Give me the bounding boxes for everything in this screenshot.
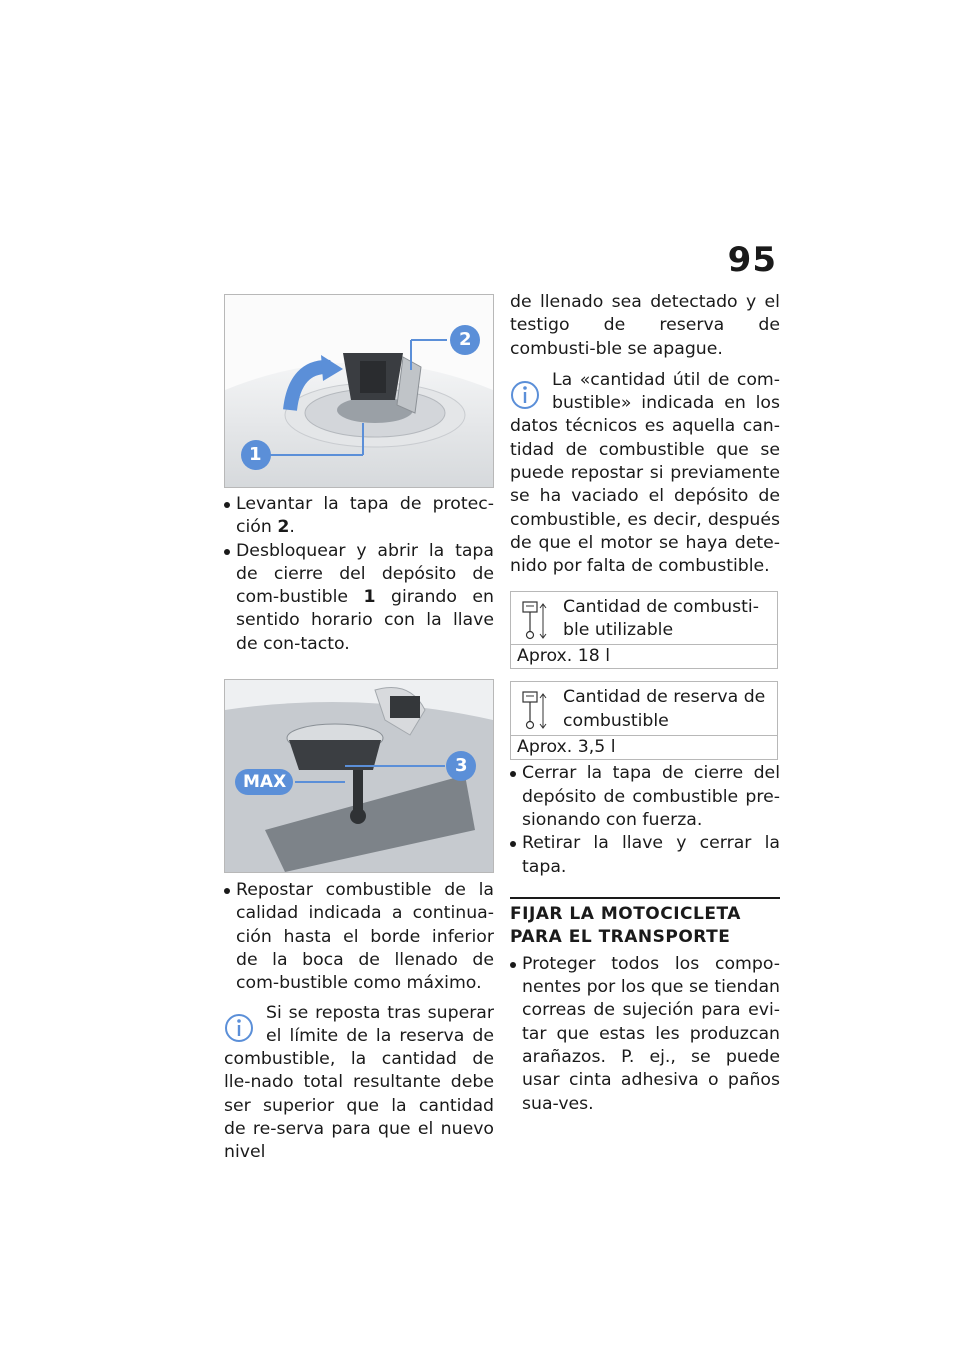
step-unlock-cap: Desbloquear y abrir la tapa de cierre del depósito de com-bustible 1 girando en sentido horario con la llave de con-tacto.: [224, 540, 494, 656]
spec-label-reserve: Cantidad de reserva de combustible: [563, 687, 766, 731]
fuel-cap-figure: [224, 294, 494, 488]
info-icon: [224, 1004, 258, 1044]
callout-3-label: 3: [455, 755, 468, 777]
usable-fuel-table: [510, 591, 778, 670]
step-refuel: Repostar combustible de la calidad indicada a continua-ción hasta el borde inferior de la boca de llenado de com-bustible como máximo.: [224, 879, 494, 995]
spec-label-usable: Cantidad de combusti-ble utilizable: [563, 596, 759, 640]
step-close-cap: Cerrar la tapa de cierre del depósito de combustible pre-sionando con fuerza.: [510, 762, 780, 832]
step-lift-cover: Levantar la tapa de protec-ción 2.: [224, 493, 494, 540]
section-heading: FIJAR LA MOTOCICLETA PARA EL TRANSPORTE: [510, 903, 741, 947]
info-note-reserve: Si se reposta tras superar el límite de la reserva de combustible, la cantidad de lle-nado total resultante debe ser superior que la cantidad de re-serva para que el nuevo nivel: [224, 1002, 494, 1163]
callout-1-label: 1: [249, 444, 262, 465]
left-column: [224, 294, 494, 1165]
fuel-gauge-icon: [519, 688, 553, 732]
section-divider: [510, 897, 780, 899]
spec-value-usable: Aprox. 18 l: [511, 645, 778, 669]
fuel-cap-illustration: [225, 295, 493, 487]
fuel-gauge-icon: [519, 598, 553, 642]
continuation-text: de llenado sea detectado y el testigo de reserva de combusti-ble se apague.: [510, 292, 780, 359]
step-protect-components: Proteger todos los compo-nentes por los que se tiendan correas de sujeción para evi-tar que estas les produzcan arañazos. P. ej., se puede usar cinta adhesiva o paños sua-ves.: [510, 953, 780, 1116]
callout-2-label: 2: [459, 329, 472, 350]
fuel-level-figure: [224, 679, 494, 873]
info-icon: [510, 371, 544, 411]
reserve-fuel-table: [510, 681, 778, 760]
info-note-usable-fuel: La «cantidad útil de com-bustible» indicada en los datos técnicos es aquella can-tidad de combustible que se puede repostar si previamente se ha vaciado el depósito de combustible, es decir, después de que el motor se haya dete-nido por falta de combustible.: [510, 369, 780, 577]
max-callout-label: MAX: [243, 772, 287, 793]
right-column: [510, 291, 780, 1116]
page-number: 95: [727, 240, 777, 280]
spec-value-reserve: Aprox. 3,5 l: [511, 736, 778, 760]
step-remove-key: Retirar la llave y cerrar la tapa.: [510, 832, 780, 879]
